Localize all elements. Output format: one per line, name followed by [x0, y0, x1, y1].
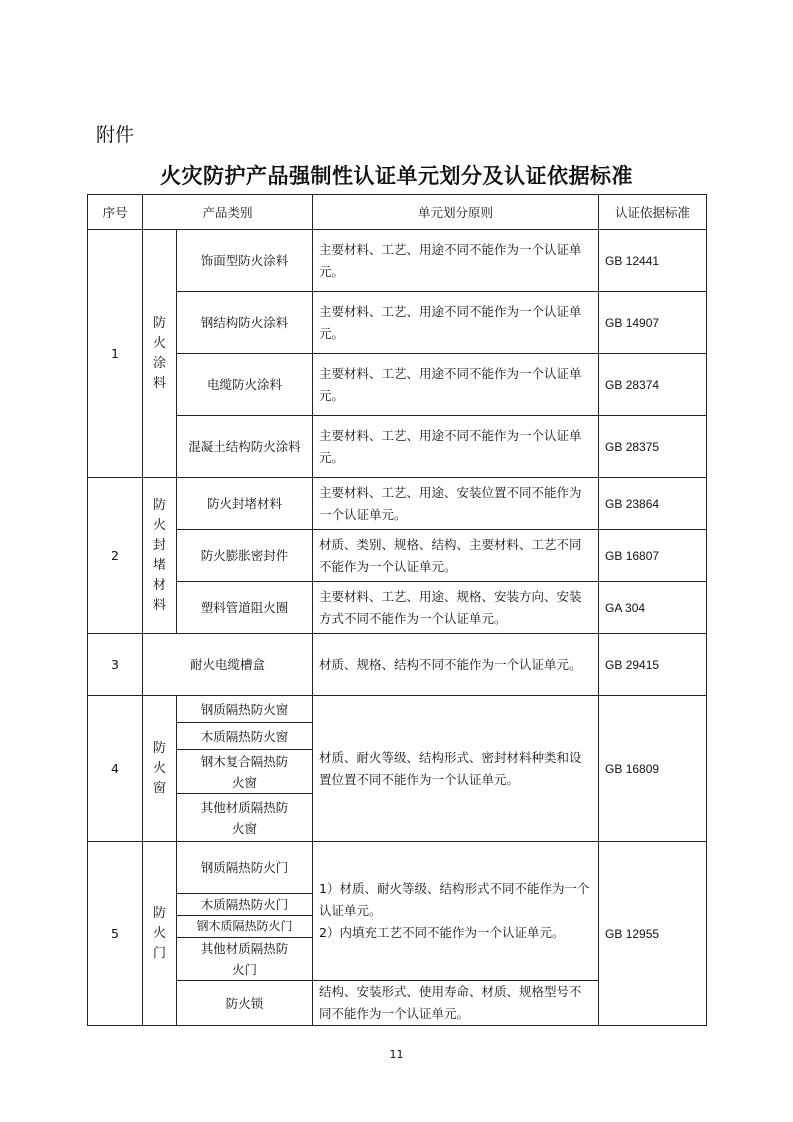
- rule-line-1: 1）材质、耐火等级、结构形式不同不能作为一个认证单元。: [319, 881, 590, 918]
- product-cell: 其他材质隔热防火窗: [177, 794, 313, 842]
- rule-cell: 材质、耐火等级、结构形式、密封材料种类和设置位置不同不能作为一个认证单元。: [313, 696, 599, 842]
- product-cell: 防火锁: [177, 981, 313, 1026]
- table-header-row: [88, 195, 707, 230]
- seq-cell: 3: [88, 634, 143, 696]
- attachment-label: 附件: [96, 124, 135, 146]
- document-title: 火灾防护产品强制性认证单元划分及认证依据标准: [160, 164, 633, 188]
- header-rule: 单元划分原则: [313, 195, 599, 230]
- header-category: 产品类别: [143, 195, 313, 230]
- product-cell: 其他材质隔热防火门: [177, 938, 313, 981]
- seq-cell: 2: [88, 478, 143, 634]
- rule-cell: 材质、类别、规格、结构、主要材料、工艺不同不能作为一个认证单元。: [313, 530, 599, 582]
- seq-cell: 4: [88, 696, 143, 842]
- product-cell: 钢质隔热防火窗: [177, 696, 313, 723]
- table-row: [88, 696, 707, 723]
- table-row: [88, 530, 707, 582]
- standard-cell: GB 29415: [599, 634, 707, 696]
- rule-cell: 材质、规格、结构不同不能作为一个认证单元。: [313, 634, 599, 696]
- standard-cell: GB 14907: [599, 292, 707, 354]
- table-row: [88, 416, 707, 478]
- table-row: [88, 842, 707, 894]
- category-cell-fire-window: 防 火 窗: [143, 696, 177, 842]
- category-cell-fire-door: 防 火 门: [143, 842, 177, 1026]
- product-cell: 塑料管道阻火圈: [177, 582, 313, 634]
- table-row: [88, 634, 707, 696]
- product-cell: 木质隔热防火窗: [177, 723, 313, 750]
- product-cell: 钢木复合隔热防火窗: [177, 750, 313, 794]
- rule-cell: 主要材料、工艺、用途不同不能作为一个认证单元。: [313, 354, 599, 416]
- certification-table: [87, 194, 707, 1026]
- category-cell-fireproof-coating: 防 火 涂 料: [143, 230, 177, 478]
- table-row: [88, 292, 707, 354]
- product-cell: 防火膨胀密封件: [177, 530, 313, 582]
- category-cell-fire-sealing-material: 防 火 封 堵 材 料: [143, 478, 177, 634]
- table-row: [88, 478, 707, 530]
- product-cell: 饰面型防火涂料: [177, 230, 313, 292]
- rule-cell: 主要材料、工艺、用途不同不能作为一个认证单元。: [313, 230, 599, 292]
- product-cell: 钢质隔热防火门: [177, 842, 313, 894]
- rule-line-2: 2）内填充工艺不同不能作为一个认证单元。: [319, 925, 565, 940]
- rule-cell: 主要材料、工艺、用途、安装位置不同不能作为一个认证单元。: [313, 478, 599, 530]
- table-row: [88, 230, 707, 292]
- product-cell: 钢结构防火涂料: [177, 292, 313, 354]
- header-standard: 认证依据标准: [599, 195, 707, 230]
- table-row: [88, 582, 707, 634]
- page-number: 11: [389, 1048, 404, 1061]
- standard-cell: GB 28375: [599, 416, 707, 478]
- rule-cell: 结构、安装形式、使用寿命、材质、规格型号不同不能作为一个认证单元。: [313, 981, 599, 1026]
- standard-cell: GB 16809: [599, 696, 707, 842]
- standard-cell: GB 28374: [599, 354, 707, 416]
- product-cell: 耐火电缆槽盒: [143, 634, 313, 696]
- seq-cell: 5: [88, 842, 143, 1026]
- standard-cell: GB 23864: [599, 478, 707, 530]
- header-seq: 序号: [88, 195, 143, 230]
- product-cell: 钢木质隔热防火门: [177, 916, 313, 938]
- rule-cell: 主要材料、工艺、用途、规格、安装方向、安装方式不同不能作为一个认证单元。: [313, 582, 599, 634]
- product-cell: 木质隔热防火门: [177, 894, 313, 916]
- product-cell: 电缆防火涂料: [177, 354, 313, 416]
- rule-cell: 主要材料、工艺、用途不同不能作为一个认证单元。: [313, 292, 599, 354]
- product-cell: 混凝土结构防火涂料: [177, 416, 313, 478]
- standard-cell: GB 12441: [599, 230, 707, 292]
- standard-cell: GB 12955: [599, 842, 707, 1026]
- table-row: [88, 354, 707, 416]
- seq-cell: 1: [88, 230, 143, 478]
- rule-cell: [313, 842, 599, 981]
- standard-cell: GB 16807: [599, 530, 707, 582]
- standard-cell: GA 304: [599, 582, 707, 634]
- rule-cell: 主要材料、工艺、用途不同不能作为一个认证单元。: [313, 416, 599, 478]
- product-cell: 防火封堵材料: [177, 478, 313, 530]
